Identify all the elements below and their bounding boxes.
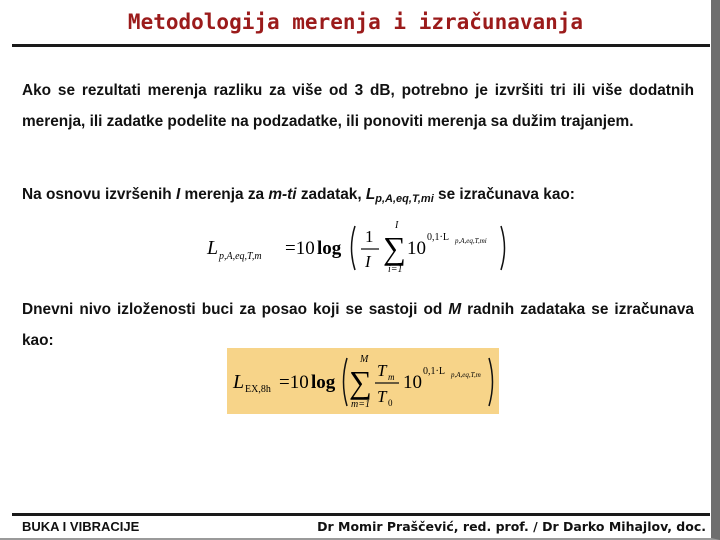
eq2-paren-left bbox=[344, 358, 348, 406]
footer-authors: Dr Momir Praščević, red. prof. / Dr Darko Mihajlov, doc. bbox=[317, 519, 706, 534]
p2-text-3: zadatak, bbox=[296, 186, 366, 203]
eq2-frac-num-sub: m bbox=[388, 372, 395, 382]
eq1-paren-right bbox=[501, 226, 505, 270]
eq1-base: 10 bbox=[407, 238, 426, 259]
p2-var-i: I bbox=[175, 186, 181, 203]
paragraph-2 bbox=[22, 180, 694, 214]
eq2-frac-num: T bbox=[377, 361, 387, 380]
p2-var-m: m-ti bbox=[268, 186, 297, 203]
p2-text-1: Na osnovu izvršenih bbox=[22, 186, 176, 203]
eq1-lhs-sub: p,A,eq,T,m bbox=[219, 251, 262, 262]
eq1-sum-bottom: i=1 bbox=[388, 264, 403, 275]
p2-var-l-sub: p,A,eq,T,mi bbox=[375, 193, 434, 205]
eq2-exponent: 0,1·L bbox=[423, 366, 445, 377]
title-divider bbox=[12, 44, 710, 47]
equation-2 bbox=[227, 348, 499, 414]
eq1-exponent-sub: p,A,eq,T,mi bbox=[455, 237, 487, 245]
eq2-frac-den: T bbox=[377, 387, 387, 406]
footer-course: BUKA I VIBRACIJE bbox=[22, 519, 140, 534]
footer-divider bbox=[12, 513, 710, 516]
eq1-paren-left bbox=[352, 226, 356, 270]
paragraph-3 bbox=[22, 294, 694, 356]
eq2-exponent-sub: p,A,eq,T,m bbox=[451, 371, 481, 379]
eq2-lhs-sub: EX,8h bbox=[245, 384, 271, 395]
p3-var-m: M bbox=[448, 301, 462, 318]
slide-title: Metodologija merenja i izračunavanja bbox=[127, 10, 584, 34]
p2-var-l: L bbox=[365, 186, 376, 203]
eq2-frac-den-sub: 0 bbox=[388, 398, 393, 408]
eq2-eq: =10 bbox=[279, 372, 309, 393]
equation-1 bbox=[205, 218, 515, 276]
eq1-eq: =10 bbox=[285, 238, 315, 259]
eq1-lhs: L bbox=[207, 237, 219, 259]
eq2-lhs: L bbox=[233, 371, 245, 393]
eq2-sum-symbol: ∑ bbox=[349, 364, 372, 400]
p2-text-4: se izračunava kao: bbox=[433, 186, 575, 203]
eq1-frac-den: I bbox=[365, 252, 371, 271]
eq2-base: 10 bbox=[403, 372, 422, 393]
eq2-sum-top: M bbox=[360, 354, 369, 365]
p3-text-1: Dnevni nivo izloženosti buci za posao koji se sastoji od bbox=[22, 301, 449, 318]
eq2-sum-bottom: m=1 bbox=[351, 399, 370, 410]
eq1-log: log bbox=[317, 238, 342, 259]
eq2-log: log bbox=[311, 372, 336, 393]
eq2-paren-right bbox=[489, 358, 493, 406]
eq1-frac-num: 1 bbox=[365, 227, 374, 246]
p2-text-2: merenja za bbox=[180, 186, 269, 203]
eq1-exponent: 0,1·L bbox=[427, 232, 449, 243]
eq1-sum-top: I bbox=[395, 220, 399, 231]
p3-text-2: radnih zadataka se izračunava kao: bbox=[22, 301, 694, 349]
eq1-sum-symbol: ∑ bbox=[383, 230, 406, 266]
paragraph-1: Ako se rezultati merenja razliku za više od 3 dB, potrebno je izvršiti tri ili više dodatnih merenja, ili zadatke podelite na podzadatke, ili ponoviti merenja sa dužim trajanjem. bbox=[22, 82, 694, 130]
